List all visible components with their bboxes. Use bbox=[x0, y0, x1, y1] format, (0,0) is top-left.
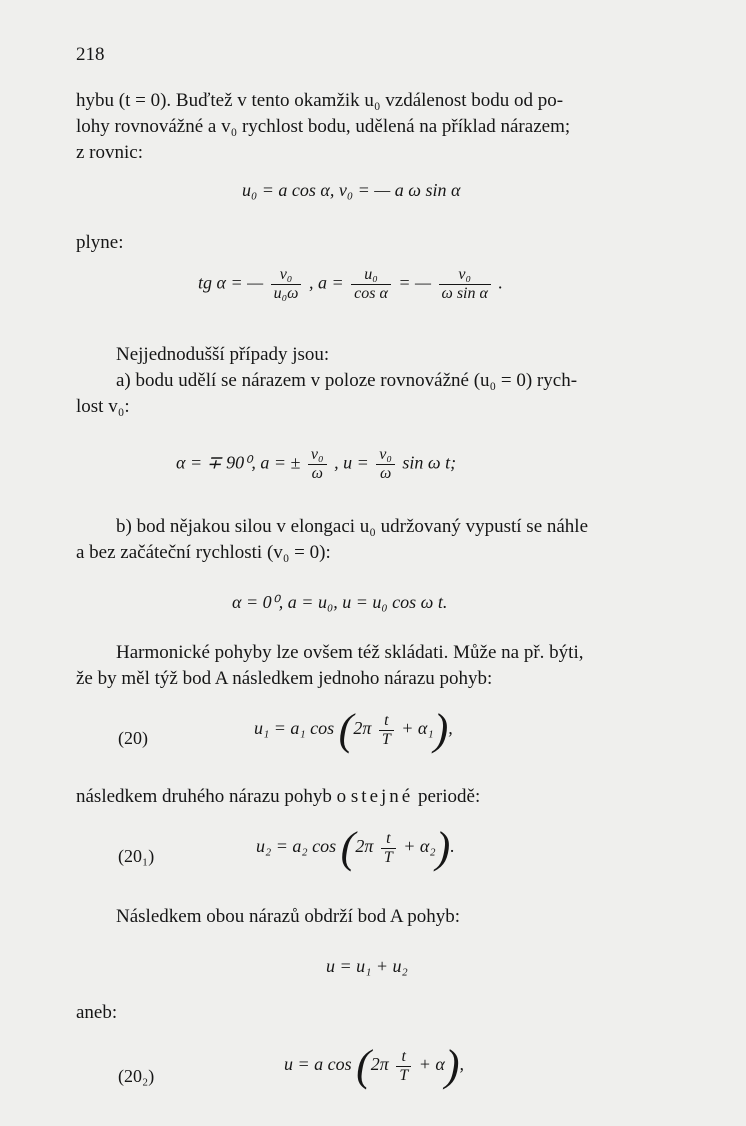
paragraph-intro bbox=[76, 88, 676, 166]
eq-term: 2π bbox=[353, 718, 372, 739]
text-line: aneb: bbox=[76, 1002, 118, 1023]
fraction bbox=[379, 712, 394, 749]
paren-open: ( bbox=[356, 1041, 371, 1090]
text-line bbox=[76, 784, 676, 810]
paragraph-combined bbox=[76, 904, 676, 930]
text-aneb bbox=[76, 1000, 676, 1026]
eq-term: , bbox=[459, 1054, 464, 1075]
eq-term: = — bbox=[398, 272, 432, 293]
denominator: ω sin α bbox=[441, 285, 488, 302]
eq-term: + α₁ bbox=[401, 718, 434, 739]
eq-term: , bbox=[448, 718, 453, 739]
text-line: z rovnic: bbox=[76, 142, 144, 163]
eq-term: α = ∓ 90⁰, a = ± bbox=[176, 452, 301, 473]
eq-term: sin ω t; bbox=[402, 452, 457, 473]
equation-initial-conditions: u₀ = a cos α, v₀ = — a ω sin α bbox=[242, 180, 461, 200]
eq-term: + α bbox=[418, 1054, 445, 1075]
text-span: následkem druhého nárazu pohyb o bbox=[76, 786, 351, 807]
text-line: Harmonické pohyby lze ovšem též skládati. Může na př. býti, bbox=[116, 642, 584, 663]
fraction bbox=[376, 446, 395, 483]
equation-sum: u = u₁ + u₂ bbox=[326, 956, 408, 976]
text-span: periodě: bbox=[413, 786, 481, 807]
page-number: 218 bbox=[76, 44, 105, 65]
paragraph-second-impulse bbox=[76, 784, 676, 810]
eq-term: , u = bbox=[334, 452, 369, 473]
fraction bbox=[381, 830, 396, 867]
paragraph-composition bbox=[76, 640, 676, 692]
numerator: v₀ bbox=[376, 446, 395, 465]
paren-open: ( bbox=[338, 705, 354, 754]
text-line: b) bod nějakou silou v elongaci u₀ udržovaný vypustí se náhle bbox=[116, 516, 589, 537]
text-line: a bez začáteční rychlosti (v₀ = 0): bbox=[76, 542, 331, 563]
equation-20-2 bbox=[284, 1041, 464, 1090]
eq-term: . bbox=[498, 272, 503, 293]
numerator: v₀ bbox=[308, 446, 327, 465]
paren-close: ) bbox=[444, 1041, 460, 1090]
denominator: T bbox=[381, 730, 391, 748]
denominator: ω bbox=[311, 465, 323, 482]
text-line: hybu (t = 0). Buďtež v tento okamžik u₀ vzdálenost bodu od po- bbox=[76, 90, 564, 111]
text-line: Následkem obou nárazů obdrží bod A pohyb: bbox=[116, 906, 461, 927]
eq-term: , a = bbox=[308, 272, 344, 293]
equation-label: (20₁) bbox=[118, 846, 155, 866]
denominator: T bbox=[383, 848, 393, 866]
fraction bbox=[308, 446, 327, 483]
text-line: a) bodu udělí se nárazem v poloze rovnovážné (u₀ = 0) rych- bbox=[116, 370, 578, 391]
eq-term: 2π bbox=[370, 1054, 389, 1075]
text-line: lohy rovnovážné a v₀ rychlost bodu, udělená na příklad nárazem; bbox=[76, 116, 571, 137]
numerator: t bbox=[379, 712, 394, 731]
fraction bbox=[351, 266, 391, 303]
text-line: lost v₀: bbox=[76, 396, 130, 417]
numerator: v₀ bbox=[271, 266, 302, 285]
denominator: T bbox=[399, 1066, 409, 1084]
eq-term: tg α = — bbox=[198, 272, 264, 293]
equation-case-b: α = 0⁰, a = u₀, u = u₀ cos ω t. bbox=[232, 592, 448, 612]
text-plyne bbox=[76, 230, 676, 256]
fraction bbox=[439, 266, 491, 303]
paragraph-case-a bbox=[76, 342, 676, 420]
text-emphasis: stejné bbox=[350, 786, 414, 807]
text-line: Nejjednodušší případy jsou: bbox=[116, 344, 330, 365]
denominator: cos α bbox=[354, 285, 388, 302]
denominator: ω bbox=[379, 465, 392, 482]
eq-term: 2π bbox=[355, 836, 374, 857]
numerator: v₀ bbox=[439, 266, 491, 285]
paragraph-case-b bbox=[76, 514, 676, 566]
eq-term: u = a cos bbox=[284, 1054, 352, 1075]
equation-amplitude-phase bbox=[198, 266, 503, 303]
fraction bbox=[271, 266, 302, 303]
eq-term: u₂ = a₂ cos bbox=[256, 836, 337, 857]
text-line: plyne: bbox=[76, 232, 124, 253]
equation-20 bbox=[254, 705, 453, 754]
equation-label: (20₂) bbox=[118, 1066, 155, 1086]
text-line: že by měl týž bod A následkem jednoho nárazu pohyb: bbox=[76, 668, 493, 689]
numerator: t bbox=[381, 830, 396, 849]
equation-20-1 bbox=[256, 823, 455, 872]
numerator: t bbox=[396, 1048, 411, 1067]
paren-close: ) bbox=[435, 823, 451, 872]
eq-term: . bbox=[450, 836, 455, 857]
fraction bbox=[396, 1048, 411, 1085]
paren-close: ) bbox=[433, 705, 449, 754]
eq-term: + α₂ bbox=[403, 836, 436, 857]
equation-label: (20) bbox=[118, 728, 148, 748]
eq-term: u₁ = a₁ cos bbox=[254, 718, 335, 739]
equation-case-a bbox=[176, 446, 456, 483]
paren-open: ( bbox=[340, 823, 356, 872]
numerator: u₀ bbox=[351, 266, 391, 285]
denominator: u₀ω bbox=[273, 285, 299, 302]
